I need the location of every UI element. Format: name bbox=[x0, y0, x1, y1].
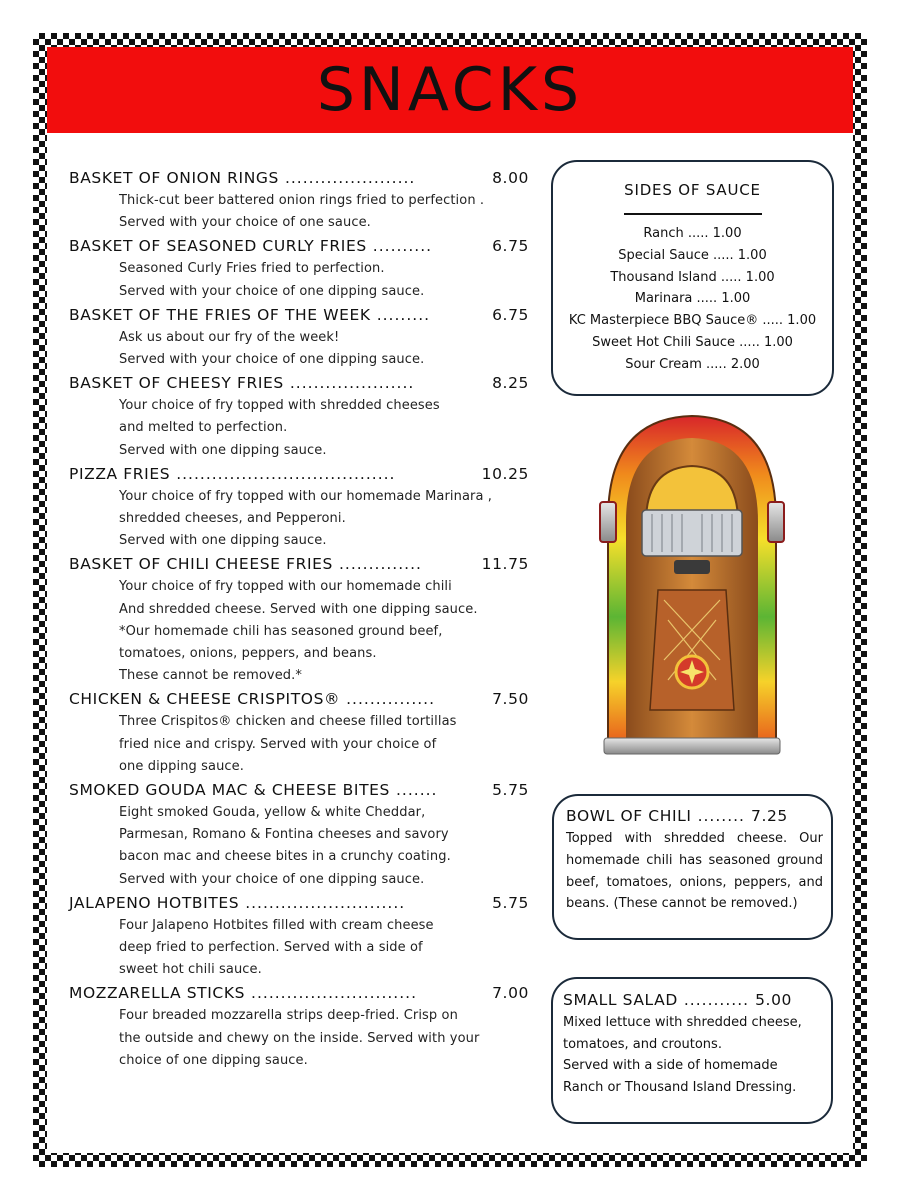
menu-item-heading bbox=[69, 687, 529, 711]
snack-items-list bbox=[69, 166, 529, 1072]
page-title: SNACKS bbox=[316, 55, 584, 125]
menu-item-name: BASKET OF ONION RINGS bbox=[69, 169, 279, 187]
description-line: Served with one dipping sauce. bbox=[119, 442, 327, 458]
description-line: Your choice of fry topped with our homemade chili bbox=[119, 579, 452, 595]
menu-item bbox=[69, 891, 529, 982]
description-line: Thick-cut beer battered onion rings fried to perfection . bbox=[119, 193, 485, 208]
chili-heading bbox=[566, 804, 823, 828]
menu-item-heading bbox=[69, 166, 529, 190]
chili-dots: ........ bbox=[697, 807, 745, 825]
description-line: sweet hot chili sauce. bbox=[119, 962, 262, 978]
menu-item-description bbox=[119, 258, 529, 302]
menu-item-description bbox=[119, 802, 529, 891]
description-line: the outside and chewy on the inside. Served with your bbox=[119, 1030, 480, 1046]
menu-item-dots: ..................... bbox=[289, 374, 415, 393]
menu-item-name: BASKET OF CHEESY FRIES bbox=[69, 374, 284, 393]
sauce-item: Marinara ..... 1.00 bbox=[634, 291, 751, 307]
description-line: Ranch or Thousand Island Dressing. bbox=[563, 1079, 797, 1095]
description-line: Served with a side of homemade bbox=[563, 1058, 778, 1074]
description-line: Served with your choice of one sauce. bbox=[119, 215, 371, 231]
menu-item-description bbox=[119, 190, 529, 234]
menu-item-name: JALAPENO HOTBITES bbox=[69, 893, 240, 912]
menu-item bbox=[69, 303, 529, 371]
description-line: Served with your choice of one dipping sauce. bbox=[119, 352, 425, 368]
description-line: *Our homemade chili has seasoned ground beef, bbox=[119, 623, 443, 639]
jukebox-icon bbox=[598, 410, 786, 758]
menu-item-heading bbox=[69, 234, 529, 258]
chili-price: 7.25 bbox=[750, 807, 788, 825]
description-line: bacon mac and cheese bites in a crunchy coating. bbox=[119, 849, 451, 865]
menu-item-name: CHICKEN & CHEESE CRISPITOS® bbox=[69, 690, 341, 709]
sauce-item: Sour Cream ..... 2.00 bbox=[625, 356, 760, 372]
menu-item-description bbox=[119, 395, 529, 462]
description-line: Parmesan, Romano & Fontina cheeses and savory bbox=[119, 827, 449, 843]
description-line: Seasoned Curly Fries fried to perfection. bbox=[119, 261, 385, 277]
menu-item-description bbox=[119, 915, 529, 982]
salad-price: 5.00 bbox=[755, 991, 792, 1009]
description-line: Served with your choice of one dipping sauce. bbox=[119, 283, 425, 299]
sauce-item: Ranch ..... 1.00 bbox=[643, 226, 742, 241]
menu-item bbox=[69, 462, 529, 553]
menu-item-name: BASKET OF CHILI CHEESE FRIES bbox=[69, 555, 333, 574]
menu-item-price: 8.25 bbox=[492, 374, 529, 393]
description-line: Served with one dipping sauce. bbox=[119, 533, 327, 549]
description-line: Four Jalapeno Hotbites filled with cream cheese bbox=[119, 917, 434, 933]
menu-item-name: SMOKED GOUDA MAC & CHEESE BITES bbox=[69, 781, 390, 800]
menu-item-name: BASKET OF SEASONED CURLY FRIES bbox=[69, 237, 367, 256]
menu-item-description bbox=[119, 1005, 529, 1072]
menu-item bbox=[69, 552, 529, 687]
menu-item-dots: ............... bbox=[346, 690, 436, 709]
chili-description: Topped with shredded cheese. Our homemade chili has seasoned ground beef, tomatoes, onions, peppers, and beans. (These cannot be removed.) bbox=[566, 831, 823, 912]
menu-item-dots: ........................... bbox=[245, 893, 406, 912]
description-line: And shredded cheese. Served with one dipping sauce. bbox=[119, 601, 478, 617]
description-line: Your choice of fry topped with shredded cheeses bbox=[119, 398, 440, 414]
menu-item-heading bbox=[69, 371, 529, 395]
sauce-item: Sweet Hot Chili Sauce ..... 1.00 bbox=[592, 334, 793, 350]
menu-item-price: 5.75 bbox=[492, 781, 529, 800]
chili-name: BOWL OF CHILI bbox=[566, 807, 692, 825]
description-line: Served with your choice of one dipping sauce. bbox=[119, 871, 425, 887]
menu-item-price: 6.75 bbox=[492, 237, 529, 256]
menu-item-heading bbox=[69, 303, 529, 327]
menu-item-dots: ......... bbox=[376, 305, 431, 324]
title-banner bbox=[47, 47, 853, 133]
description-line: Eight smoked Gouda, yellow & white Cheddar, bbox=[119, 805, 426, 821]
small-salad-box bbox=[551, 977, 833, 1124]
menu-item-heading bbox=[69, 891, 529, 915]
menu-item-description bbox=[119, 486, 529, 553]
description-line: Four breaded mozzarella strips deep-fried. Crisp on bbox=[119, 1008, 458, 1024]
salad-name: SMALL SALAD bbox=[563, 991, 678, 1009]
salad-dots: ........... bbox=[683, 991, 750, 1009]
description-line: tomatoes, onions, peppers, and beans. bbox=[119, 646, 377, 662]
sauce-box-title: SIDES OF SAUCE bbox=[624, 181, 761, 199]
menu-item-price: 7.50 bbox=[492, 690, 529, 709]
description-line: fried nice and crispy. Served with your choice of bbox=[119, 736, 437, 752]
description-line: Mixed lettuce with shredded cheese, bbox=[563, 1015, 802, 1030]
menu-item-heading bbox=[69, 462, 529, 486]
menu-item bbox=[69, 981, 529, 1072]
description-line: Ask us about our fry of the week! bbox=[119, 329, 340, 345]
menu-item bbox=[69, 166, 529, 234]
menu-item-description bbox=[119, 576, 529, 687]
description-line: choice of one dipping sauce. bbox=[119, 1052, 308, 1068]
bowl-of-chili-box bbox=[552, 794, 833, 940]
sauce-list bbox=[553, 223, 832, 376]
divider bbox=[624, 213, 762, 215]
menu-item-price: 10.25 bbox=[481, 464, 529, 483]
menu-item-dots: ...................... bbox=[284, 169, 416, 187]
description-line: and melted to perfection. bbox=[119, 420, 288, 436]
sauce-item: KC Masterpiece BBQ Sauce® ..... 1.00 bbox=[568, 313, 817, 329]
menu-item-price: 11.75 bbox=[481, 555, 529, 574]
description-line: tomatoes, and croutons. bbox=[563, 1036, 722, 1052]
description-line: deep fried to perfection. Served with a side of bbox=[119, 940, 423, 956]
menu-item-dots: .......... bbox=[372, 237, 433, 256]
menu-item-price: 7.00 bbox=[492, 984, 529, 1003]
menu-item-dots: ....... bbox=[395, 781, 438, 800]
menu-item bbox=[69, 371, 529, 462]
salad-description bbox=[563, 1012, 823, 1098]
menu-item-description bbox=[119, 327, 529, 371]
menu-item-name: PIZZA FRIES bbox=[69, 464, 171, 483]
menu-item-price: 5.75 bbox=[492, 893, 529, 912]
sides-of-sauce-box bbox=[551, 160, 834, 396]
menu-item-description bbox=[119, 711, 529, 778]
menu-item-price: 8.00 bbox=[492, 169, 529, 187]
menu-item bbox=[69, 234, 529, 302]
menu-item bbox=[69, 778, 529, 891]
description-line: These cannot be removed.* bbox=[119, 668, 302, 684]
menu-item-dots: ............................ bbox=[251, 984, 418, 1003]
sauce-item: Special Sauce ..... 1.00 bbox=[618, 247, 767, 263]
menu-item-heading bbox=[69, 552, 529, 576]
menu-item-heading bbox=[69, 778, 529, 802]
menu-item-dots: .............. bbox=[338, 555, 422, 574]
menu-item-dots: ..................................... bbox=[176, 464, 396, 483]
sauce-item: Thousand Island ..... 1.00 bbox=[610, 269, 775, 285]
description-line: shredded cheeses, and Pepperoni. bbox=[119, 511, 346, 527]
menu-item-name: BASKET OF THE FRIES OF THE WEEK bbox=[69, 305, 371, 324]
description-line: one dipping sauce. bbox=[119, 758, 244, 774]
salad-heading bbox=[563, 988, 823, 1012]
menu-item-name: MOZZARELLA STICKS bbox=[69, 984, 246, 1003]
menu-item bbox=[69, 687, 529, 778]
menu-item-heading bbox=[69, 981, 529, 1005]
menu-item-price: 6.75 bbox=[492, 305, 529, 324]
description-line: Your choice of fry topped with our homemade Marinara , bbox=[119, 488, 493, 504]
description-line: Three Crispitos® chicken and cheese filled tortillas bbox=[119, 714, 457, 730]
